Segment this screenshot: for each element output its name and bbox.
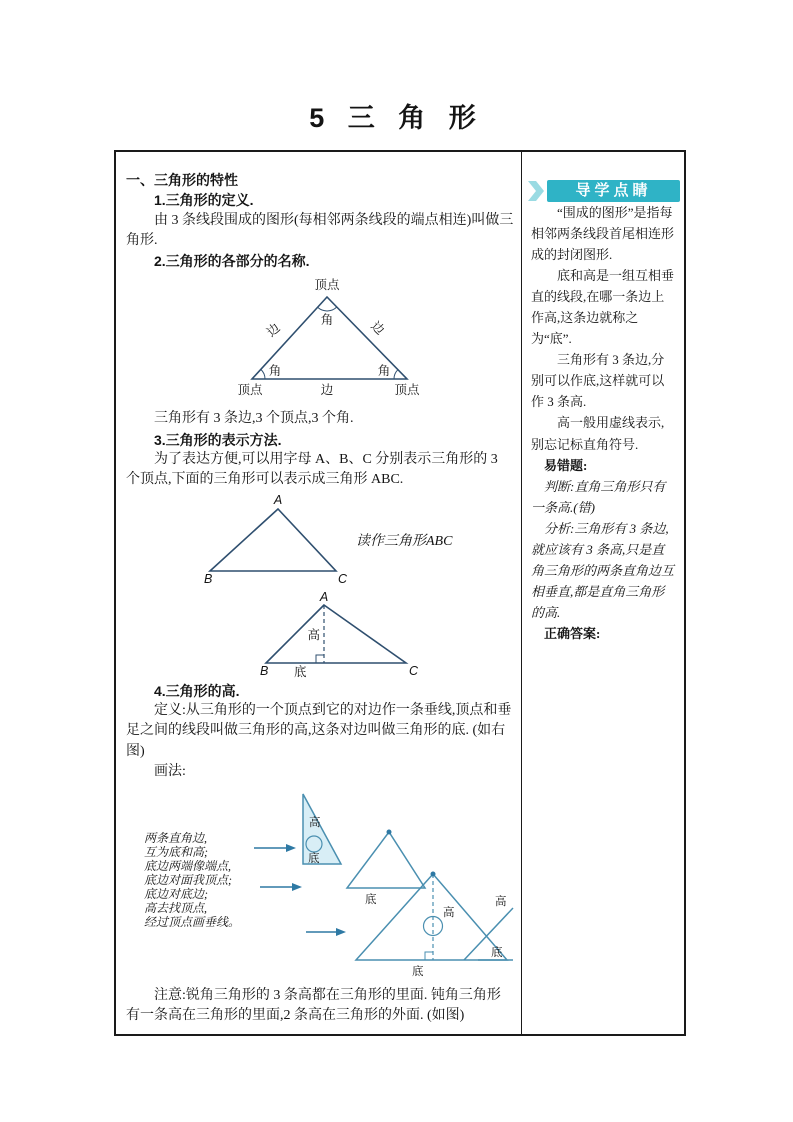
step-line-6: 高去找顶点, bbox=[144, 901, 208, 916]
vertex-b-label: B bbox=[260, 663, 269, 678]
side-bottom-label: 边 bbox=[320, 383, 334, 398]
height-label: 高 bbox=[443, 907, 455, 920]
height-label: 高 bbox=[495, 896, 507, 909]
base-label: 底 bbox=[294, 664, 307, 679]
height-label: 高 bbox=[307, 627, 320, 642]
draw-method-label: 画法: bbox=[154, 763, 186, 779]
item-title-notation: 3.三角形的表示方法. bbox=[154, 431, 282, 448]
main-content bbox=[126, 170, 514, 1027]
apex-dot bbox=[431, 872, 436, 877]
acute-triangle-figure bbox=[347, 830, 425, 907]
section-heading: 一、三角形的特性 bbox=[126, 172, 238, 188]
step-line-2: 互为底和高; bbox=[144, 845, 208, 860]
item-title-parts: 2.三角形的各部分的名称. bbox=[154, 253, 310, 270]
obtuse-triangle-figure bbox=[464, 894, 513, 960]
base-label: 底 bbox=[308, 853, 320, 866]
page-title: 5 三 角 形 bbox=[309, 103, 484, 133]
step-line-1: 两条直角边, bbox=[144, 831, 208, 846]
side-left-label: 边 bbox=[263, 321, 283, 340]
vertex-a-label: A bbox=[319, 590, 329, 604]
height-label: 高 bbox=[309, 817, 321, 830]
guide-title: 导学点睛 bbox=[547, 180, 680, 202]
vertex-right-label: 顶点 bbox=[394, 383, 420, 398]
step-line-7: 经过顶点画垂线。 bbox=[144, 915, 241, 930]
vertex-c-label: C bbox=[338, 571, 348, 586]
triangle-height-diagram bbox=[258, 591, 420, 679]
item-title-height: 4.三角形的高. bbox=[154, 682, 240, 699]
guide-sidebar bbox=[528, 180, 680, 644]
column-divider bbox=[521, 152, 522, 1034]
triangle-parts-diagram bbox=[222, 275, 434, 407]
vertex-c-label: C bbox=[409, 663, 419, 678]
definition-text: 由 3 条线段围成的图形(每相邻两条线段的端点相连)叫做三角形. bbox=[126, 212, 514, 248]
note-text: 注意:锐角三角形的 3 条高都在三角形的里面. 钝角三角形有一条高在三角形的里面,2 条高在三角形的外面. (如图) bbox=[126, 988, 501, 1024]
base-label: 底 bbox=[491, 947, 503, 960]
guide-para-2: 底和高是一组互相垂直的线段,在哪一条边上作高,这条边就称之为“底”. bbox=[531, 268, 675, 347]
judge-text: 判断:直角三角形只有一条高.(错) bbox=[531, 478, 666, 515]
notation-text: 为了表达方便,可以用字母 A、B、C 分别表示三角形的 3 个顶点,下面的三角形可以表示成三角形 ABC. bbox=[126, 452, 498, 488]
read-as-caption: 读作三角形ABC bbox=[356, 533, 453, 549]
vertex-b-label: B bbox=[204, 571, 213, 586]
guide-para-1: “围成的图形”是指每相邻两条线段首尾相连形成的封闭图形. bbox=[531, 205, 675, 263]
content-box bbox=[114, 150, 686, 1036]
error-topic-label: 易错题: bbox=[544, 457, 588, 473]
analysis-text: 分析:三角形有 3 条边,就应该有 3 条高,只是直角三角形的两条直角边互相垂直,都是直角三角形的高. bbox=[531, 520, 675, 620]
guide-para-3: 三角形有 3 条边,分别可以作底,这样就可以作 3 条高. bbox=[531, 352, 665, 410]
item-title-definition: 1.三角形的定义. bbox=[154, 192, 254, 209]
vertex-a-label: A bbox=[273, 492, 283, 507]
right-triangle-figure bbox=[303, 794, 341, 865]
parts-fact: 三角形有 3 条边,3 个顶点,3 个角. bbox=[154, 411, 354, 427]
step-line-4: 底边对面我顶点; bbox=[144, 873, 232, 888]
base-label: 底 bbox=[365, 894, 377, 907]
height-definition-text: 定义:从三角形的一个顶点到它的对边作一条垂线,顶点和垂足之间的线段叫做三角形的高,这条对边叫做三角形的底. (如右图) bbox=[126, 702, 512, 759]
vertex-left-label: 顶点 bbox=[237, 383, 263, 398]
step-line-3: 底边两端像端点, bbox=[144, 859, 232, 874]
angle-right-label: 角 bbox=[377, 364, 391, 379]
side-right-label: 边 bbox=[368, 319, 388, 338]
triangle-abc-diagram bbox=[198, 493, 498, 587]
guide-banner bbox=[528, 180, 680, 202]
guide-para-4: 高一般用虚线表示,别忘记标直角符号. bbox=[531, 415, 665, 452]
apex-dot bbox=[387, 830, 392, 835]
angle-left-label: 角 bbox=[268, 364, 282, 379]
step-line-5: 底边对底边; bbox=[144, 887, 208, 902]
answer-label: 正确答案: bbox=[544, 625, 601, 641]
angle-top-label: 角 bbox=[320, 313, 334, 328]
chevron-icon bbox=[528, 181, 545, 201]
vertex-top-label: 顶点 bbox=[314, 278, 340, 293]
base-label: 底 bbox=[412, 966, 424, 979]
height-construction-diagram bbox=[126, 786, 514, 984]
